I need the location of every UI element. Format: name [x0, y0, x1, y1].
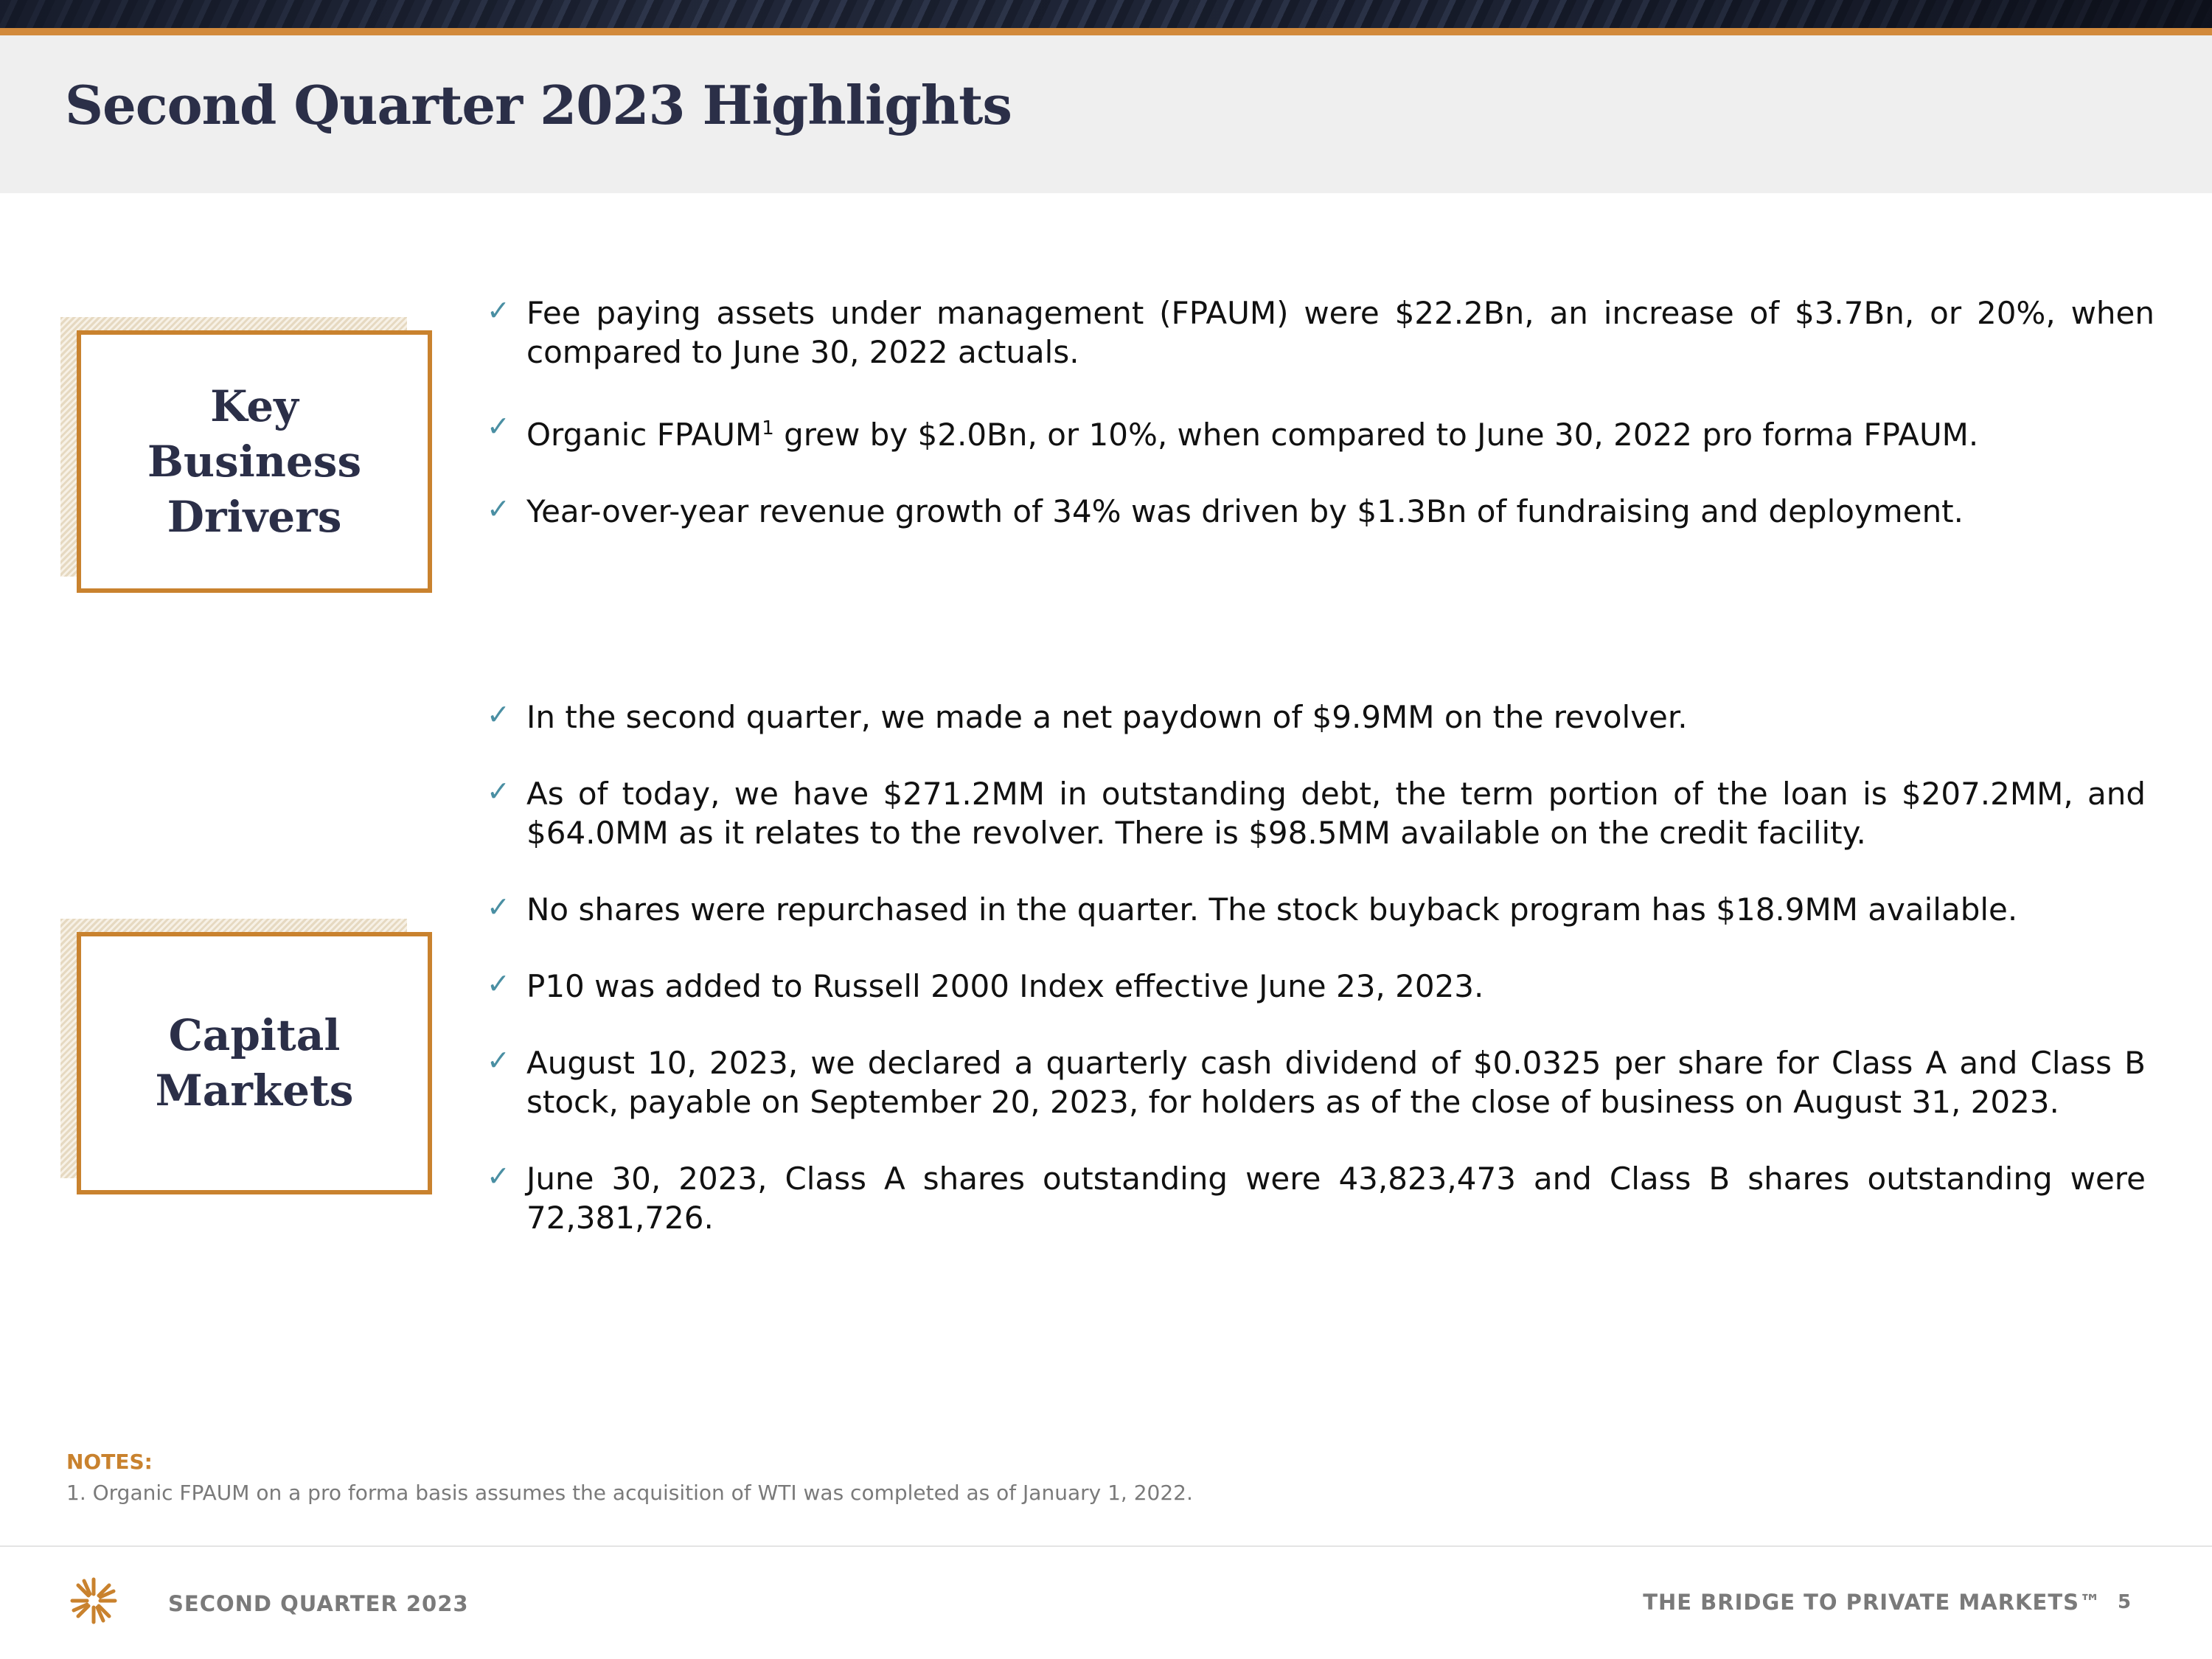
bullet-text: P10 was added to Russell 2000 Index effective June 23, 2023.: [526, 968, 1484, 1004]
bullet-text-post: grew by $2.0Bn, or 10%, when compared to June 30, 2022 pro forma FPAUM.: [773, 417, 1979, 453]
checkmark-icon: ✓: [487, 698, 510, 731]
top-decorative-band: [0, 0, 2212, 28]
checkmark-icon: ✓: [487, 493, 510, 525]
page-title: Second Quarter 2023 Highlights: [65, 74, 1012, 136]
footer-tagline: THE BRIDGE TO PRIVATE MARKETS™: [1643, 1590, 2101, 1615]
section-label: [77, 932, 432, 1194]
capital-markets-list: [487, 698, 2146, 1237]
list-item: [487, 967, 2146, 1006]
top-accent-rule: [0, 28, 2212, 35]
footer-divider: [0, 1545, 2212, 1547]
bullet-text-pre: Organic FPAUM: [526, 417, 762, 453]
checkmark-icon: ✓: [487, 410, 510, 442]
section-label-text: Key Business Drivers: [147, 380, 362, 542]
list-item: [487, 1159, 2146, 1237]
bullet-text: In the second quarter, we made a net paydown of $9.9MM on the revolver.: [526, 699, 1688, 735]
section-label-text: Capital Markets: [155, 1010, 354, 1116]
notes-heading: NOTES:: [66, 1450, 153, 1474]
list-item: [487, 409, 2154, 454]
list-item: [487, 698, 2146, 737]
footnote-marker: 1: [762, 417, 774, 439]
footer-quarter-label: SECOND QUARTER 2023: [168, 1591, 469, 1616]
bullet-text: June 30, 2023, Class A shares outstanding were 43,823,473 and Class B shares outstanding were 72,381,726.: [526, 1161, 2146, 1236]
list-item: [487, 492, 2154, 531]
checkmark-icon: ✓: [487, 891, 510, 923]
page-number: 5: [2118, 1591, 2132, 1613]
list-item: [487, 774, 2146, 852]
list-item: [487, 890, 2146, 929]
checkmark-icon: ✓: [487, 1160, 510, 1192]
footnote-1: 1. Organic FPAUM on a pro forma basis assumes the acquisition of WTI was completed as of January 1, 2022.: [66, 1481, 1193, 1505]
section-label: [77, 330, 432, 593]
checkmark-icon: ✓: [487, 294, 510, 327]
bullet-text: Fee paying assets under management (FPAUM) were $22.2Bn, an increase of $3.7Bn, or 20%, when compared to June 30, 2022 actuals.: [526, 295, 2154, 370]
checkmark-icon: ✓: [487, 1044, 510, 1077]
key-business-drivers-list: [487, 293, 2154, 531]
bullet-text: Year-over-year revenue growth of 34% was driven by $1.3Bn of fundraising and deployment.: [526, 493, 1964, 529]
bullet-text: As of today, we have $271.2MM in outstanding debt, the term portion of the loan is $207.2MM, and $64.0MM as it relates to the revolver. There is $98.5MM available on the credit facility.: [526, 776, 2146, 851]
checkmark-icon: ✓: [487, 775, 510, 807]
checkmark-icon: ✓: [487, 967, 510, 1000]
p10-starburst-logo-icon: [68, 1575, 119, 1627]
bullet-text: August 10, 2023, we declared a quarterly cash dividend of $0.0325 per share for Class A and Class B stock, payable on September 20, 2023, for holders as of the close of business on August 31, 2023.: [526, 1045, 2146, 1120]
bullet-text: No shares were repurchased in the quarter. The stock buyback program has $18.9MM available.: [526, 891, 2018, 928]
list-item: [487, 1043, 2146, 1121]
list-item: [487, 293, 2154, 372]
